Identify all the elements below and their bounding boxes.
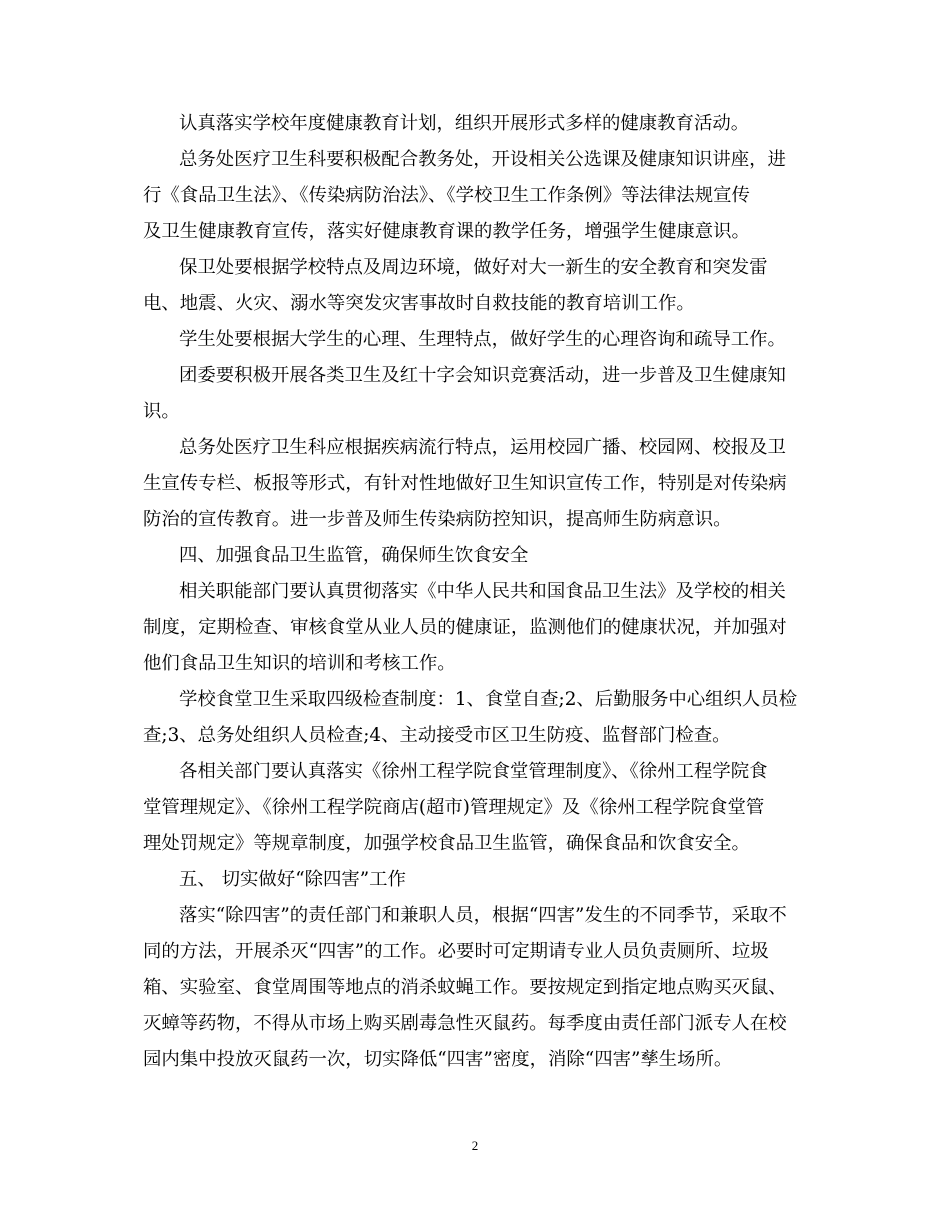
page-number: 2: [471, 1138, 479, 1153]
paragraph-line: 总务处医疗卫生科应根据疾病流行特点，运用校园广播、校园网、校报及卫: [179, 437, 786, 458]
paragraph-line: 学生处要根据大学生的心理、生理特点，做好学生的心理咨询和疏导工作。: [179, 329, 786, 350]
paragraph-line: 保卫处要根据学校特点及周边环境，做好对大一新生的安全教育和突发雷: [179, 257, 768, 278]
paragraph-line: 认真落实学校年度健康教育计划，组织开展形式多样的健康教育活动。: [179, 113, 750, 134]
paragraph-line: 箱、实验室、食堂周围等地点的消杀蚊蝇工作。要按规定到指定地点购买灭鼠、: [143, 977, 787, 998]
paragraph-line: 制度，定期检查、审核食堂从业人员的健康证，监测他们的健康状况，并加强对: [143, 617, 787, 638]
paragraph-line: 落实“除四害”的责任部门和兼职人员，根据“四害”发生的不同季节，采取不: [179, 905, 787, 926]
section-heading: 四、加强食品卫生监管，确保师生饮食安全: [179, 545, 529, 566]
paragraph-line: 理处罚规定》等规章制度，加强学校食品卫生监管，确保食品和饮食安全。: [143, 833, 750, 854]
section-heading: 五、 切实做好“除四害”工作: [179, 869, 406, 890]
paragraph-line: 总务处医疗卫生科要积极配合教务处，开设相关公选课及健康知识讲座，进: [179, 149, 786, 170]
paragraph-line: 灭蟑等药物，不得从市场上购买剧毒急性灭鼠药。每季度由责任部门派专人在校: [143, 1013, 787, 1034]
paragraph-line: 同的方法，开展杀灭“四害”的工作。必要时可定期请专业人员负责厕所、垃圾: [143, 941, 769, 962]
paragraph-line: 他们食品卫生知识的培训和考核工作。: [143, 653, 456, 674]
paragraph-line: 识。: [143, 401, 180, 422]
paragraph-line: 相关职能部门要认真贯彻落实《中华人民共和国食品卫生法》及学校的相关: [179, 581, 786, 602]
paragraph-line: 生宣传专栏、板报等形式，有针对性地做好卫生知识宣传工作，特别是对传染病: [143, 473, 787, 494]
paragraph-line: 各相关部门要认真落实《徐州工程学院食堂管理制度》、《徐州工程学院食: [179, 761, 768, 782]
paragraph-line: 查;3、总务处组织人员检查;4、主动接受市区卫生防疫、监督部门检查。: [143, 725, 731, 746]
paragraph-line: 团委要积极开展各类卫生及红十字会知识竞赛活动，进一步普及卫生健康知: [179, 365, 786, 386]
paragraph-line: 行《食品卫生法》、《传染病防治法》、《学校卫生工作条例》等法律法规宣传: [143, 185, 750, 206]
paragraph-line: 学校食堂卫生采取四级检查制度：1、食堂自查;2、后勤服务中心组织人员检: [179, 689, 798, 710]
paragraph-line: 防治的宣传教育。进一步普及师生传染病防控知识，提高师生防病意识。: [143, 509, 732, 530]
paragraph-line: 及卫生健康教育宣传，落实好健康教育课的教学任务，增强学生健康意识。: [143, 221, 750, 242]
paragraph-line: 园内集中投放灭鼠药一次，切实降低“四害”密度，消除“四害”孳生场所。: [143, 1049, 733, 1070]
paragraph-line: 电、地震、火灾、溺水等突发灾害事故时自救技能的教育培训工作。: [143, 293, 695, 314]
paragraph-line: 堂管理规定》、《徐州工程学院商店(超市)管理规定》及《徐州工程学院食堂管: [143, 797, 765, 818]
